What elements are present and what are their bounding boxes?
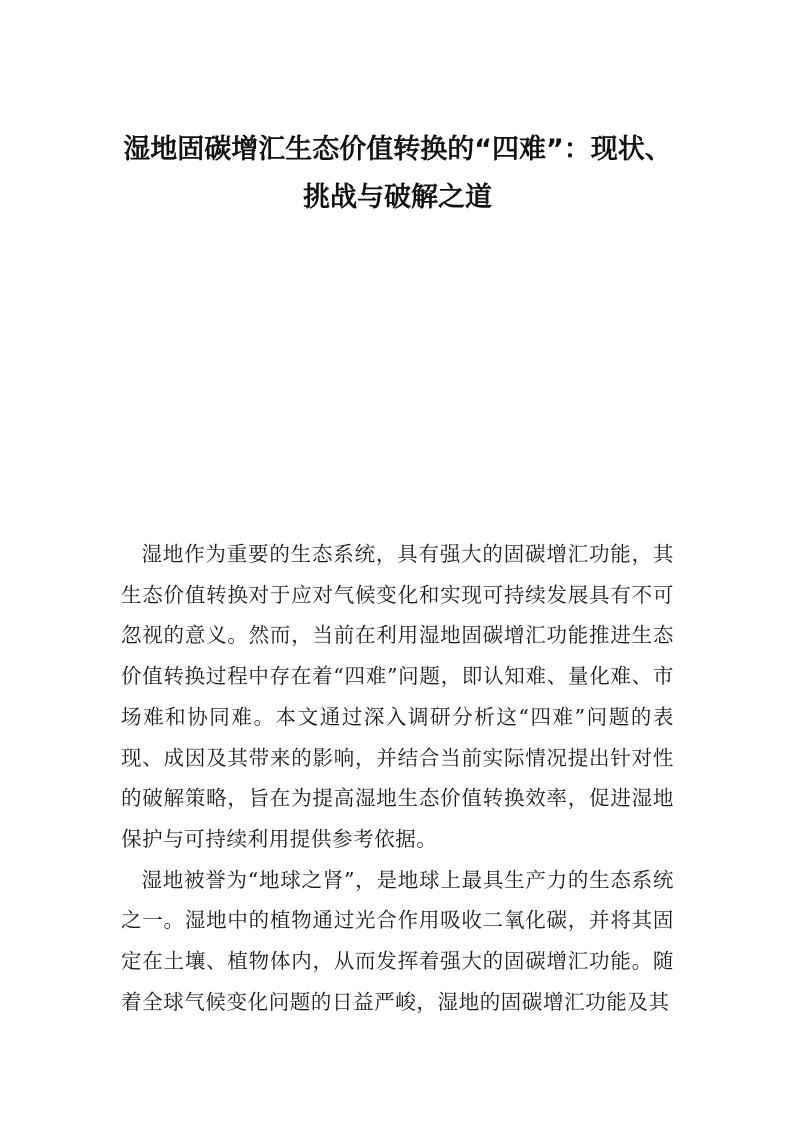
paragraph-intro: 湿地被誉为“地球之肾”，是地球上最具生产力的生态系统之一。湿地中的植物通过光合作用吸收二氧化碳，并将其固定在土壤、植物体内，从而发挥着强大的固碳增汇功能。随着全球气候变化问题的日益严峻，湿地的固碳增汇功能及其 — [121, 867, 674, 1014]
document-body — [121, 534, 674, 1022]
paragraph-abstract: 湿地作为重要的生态系统，具有强大的固碳增汇功能，其生态价值转换对于应对气候变化和实现可持续发展具有不可忽视的意义。然而，当前在利用湿地固碳增汇功能推进生态价值转换过程中存在着“四难”问题，即认知难、量化难、市场难和协同难。本文通过深入调研分析这“四难”问题的表现、成因及其带来的影响，并结合当前实际情况提出针对性的破解策略，旨在为提高湿地生态价值转换效率，促进湿地保护与可持续利用提供参考依据。 — [121, 542, 674, 851]
document-title: 湿地固碳增汇生态价值转换的“四难”：现状、挑战与破解之道 — [123, 134, 672, 213]
